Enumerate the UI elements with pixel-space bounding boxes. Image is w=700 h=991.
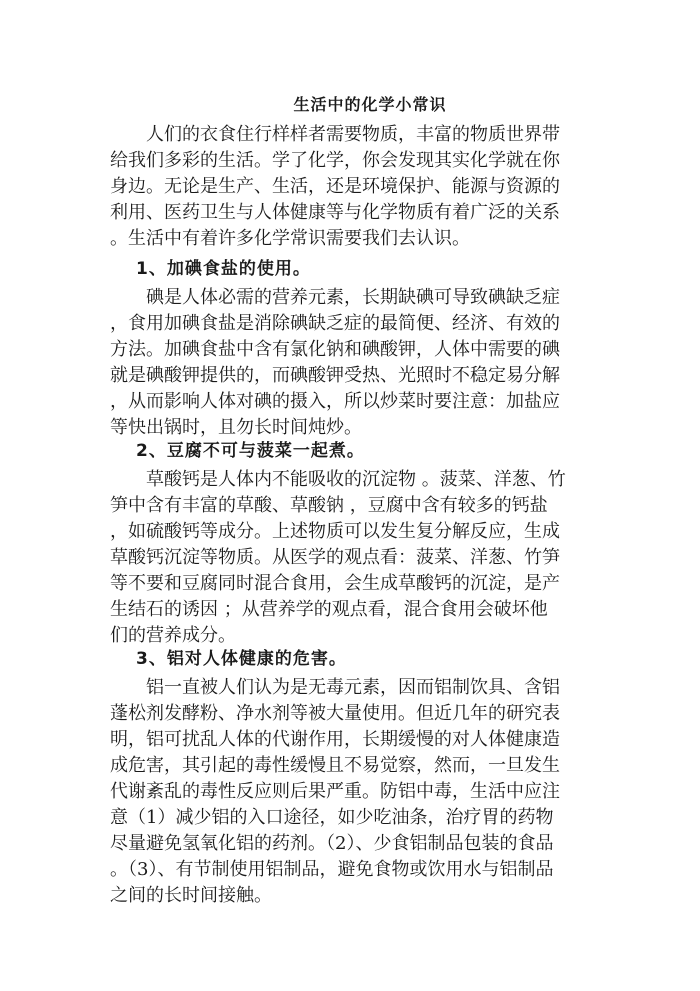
text-line: 生结石的诱因 ；从营养学的观点看，混合食用会破坏他 [110,599,548,620]
text-line: 利用、医药卫生与人体健康等与化学物质有着广泛的关系 [110,202,560,223]
text-line: 们的营养成分。 [110,625,236,646]
text-line: 就是碘酸钾提供的，而碘酸钾受热、光照时不稳定易分解 [110,365,560,386]
text-line: 尽量避免氢氧化铝的药剂。（2）、少食铝制品包装的食品 [110,833,554,854]
text-line: 代谢紊乱的毒性反应则后果严重。防铝中毒，生活中应注 [110,781,560,802]
text-line: 意（1）减少铝的入口途径，如少吃油条，治疗胃的药物 [110,807,554,828]
text-line: 成危害，其引起的毒性缓慢且不易觉察，然而，一旦发生 [110,755,560,776]
section-body-tofu-spinach [110,467,592,649]
text-line: 等快出锅时，且勿长时间炖炒。 [110,417,362,438]
text-line: 明，铝可扰乱人体的代谢作用，长期缓慢的对人体健康造 [110,729,560,750]
section-tofu-spinach [110,438,592,464]
section-heading: 1、加碘食盐的使用。 [136,259,311,279]
text-line: ，如硫酸钙等成分。上述物质可以发生复分解反应，生成 [110,521,560,542]
text-line: ，从而影响人体对碘的摄入，所以炒菜时要注意：加盐应 [110,391,560,412]
text-line: 铝一直被人们认为是无毒元素，因而铝制饮具、含铝 [146,677,560,698]
text-line: 草酸钙沉淀等物质。从医学的观点看：菠菜、洋葱、竹笋 [110,547,560,568]
text-line: 给我们多彩的生活。学了化学，你会发现其实化学就在你 [110,150,560,171]
section-body-iodized-salt [110,285,592,441]
intro-paragraph [110,122,592,252]
section-heading: 3、铝对人体健康的危害。 [136,649,347,669]
text-line: 等不要和豆腐同时混合食用，会生成草酸钙的沉淀，是产 [110,573,560,594]
text-line: 人们的衣食住行样样者需要物质，丰富的物质世界带 [146,124,560,145]
text-line: 草酸钙是人体内不能吸收的沉淀物 。菠菜、洋葱、竹 [146,469,566,490]
section-aluminum [110,646,592,672]
text-line: 蓬松剂发酵粉、净水剂等被大量使用。但近几年的研究表 [110,703,560,724]
page-title: 生活中的化学小常识 [293,95,447,114]
text-line: 之间的长时间接触。 [110,885,272,906]
text-line: 笋中含有丰富的草酸、草酸钠 ，豆腐中含有较多的钙盐 [110,495,548,516]
text-line: 。生活中有着许多化学常识需要我们去认识。 [110,228,470,249]
text-line: 碘是人体必需的营养元素，长期缺碘可导致碘缺乏症 [146,287,560,308]
section-body-aluminum [110,675,592,909]
text-line: 身边。无论是生产、生活，还是环境保护、能源与资源的 [110,176,560,197]
text-line: 方法。加碘食盐中含有氯化钠和碘酸钾，人体中需要的碘 [110,339,560,360]
section-heading: 2、豆腐不可与菠菜一起煮。 [136,441,365,461]
section-iodized-salt [110,256,592,282]
text-line: 。（3）、有节制使用铝制品，避免食物或饮用水与铝制品 [110,859,554,880]
text-line: ，食用加碘食盐是消除碘缺乏症的最简便、经济、有效的 [110,313,560,334]
